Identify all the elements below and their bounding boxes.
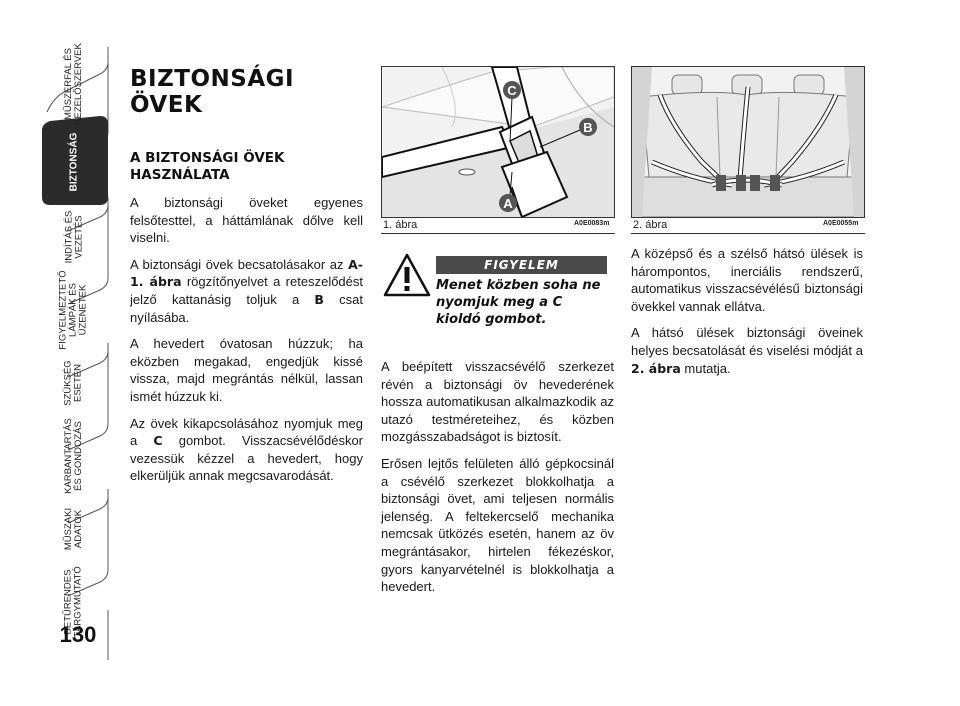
figure-2-rule (631, 233, 865, 234)
figure-1-rule (381, 233, 615, 234)
paragraph: A középső és a szélső hátsó ülések is hárompontos, inerciális rendszerű, automatikus visszacsévélésű biztonsági övekkel vannak ellátva. (631, 246, 863, 314)
label-c: C (507, 83, 517, 98)
warning-box (381, 251, 614, 337)
part-ref: B (314, 291, 324, 307)
column-1 (130, 66, 363, 494)
paragraph: A hátsó ülések biztonsági öveinek helyes becsatolását és viselési módját a 2. ábra mutatja. (631, 325, 863, 376)
figure-ref: 2. ábra (631, 360, 681, 376)
part-ref: C (153, 433, 163, 449)
tab-technical-data[interactable]: MŰSZAKI ADATOK (62, 507, 84, 551)
rear-seats-drawing (632, 67, 864, 217)
tab-safety[interactable]: BIZTONSÁG (68, 132, 79, 192)
paragraph: A beépített visszacsévélő szerkezet révén a biztonsági öv hevederének hossza automatikusan alkalmazkodik az utazó testméreteihez, és közben mozgásszabadságot is biztosít. (381, 359, 614, 445)
tab-emergency[interactable]: SZÜKSÉG ESETÉN (63, 360, 84, 406)
figure-1-code: A0E0083m (574, 220, 610, 227)
label-a: A (503, 196, 513, 211)
warning-text-body: Menet közben soha ne nyomjuk meg a C kioldó gombot. (436, 278, 601, 327)
tab-warning-lights[interactable]: FIGYELMEZTETŐ LÁMPÁK ÉS ÜZENETEK (58, 270, 89, 350)
paragraph: A hevedert óvatosan húzzuk; ha eközben megakad, engedjük kissé vissza, majd megrántás nélkül, lassan ismét húzzuk ki. (130, 336, 363, 404)
tab-controls[interactable]: MŰSZERFAL ÉS KEZELŐSZERVEK (63, 43, 85, 125)
tab-starting-driving[interactable]: INDÍTÁS ÉS VEZETÉS (62, 210, 84, 264)
label-b: B (583, 120, 593, 135)
figure-1-illustration (381, 66, 615, 218)
figure-ref: A-1. ábra (130, 256, 363, 290)
page-number: 130 (59, 622, 97, 647)
tab-index[interactable]: BETŰRENDES TÁRGYMUTATÓ (63, 566, 85, 638)
column-2 (381, 358, 614, 605)
paragraph: Az övek kikapcsolásához nyomjuk meg a C gombot. Visszacsévélődéskor vezessük kézzel a hevedert, hogy elkerüljük annak megcsavarodását. (130, 415, 363, 484)
figure-2-code: A0E0055m (823, 220, 859, 227)
section-title: A BIZTONSÁGI ÖVEK HASZNÁLATA (130, 150, 285, 183)
warning-title: FIGYELEM (436, 256, 607, 274)
tab-maintenance[interactable]: KARBANTARTÁS ÉS GONDOZÁS (63, 418, 85, 494)
paragraph: A biztonsági övek becsatolásakor az A-1. ábra rögzítőnyelvet a reteszelődést jelző kattanásig toljuk a B csat nyílásába. (130, 256, 364, 325)
figure-1-caption: 1. ábra (383, 219, 418, 231)
figure-2-illustration (631, 66, 865, 218)
column-3 (631, 245, 863, 386)
seatbelt-buckle-drawing (382, 67, 614, 217)
paragraph: A biztonsági öveket egyenes felsőtesttel, a háttámlának dőlve kell viselni. (130, 195, 363, 246)
paragraph: Erősen lejtős felületen álló gépkocsinál a csévélő szerkezet blokkolhatja a biztonsági övet, ami teljesen normális jelenség. A feltekercselő mechanika nemcsak ütközés esetén, hanem az öv megrántásakor, hirtelen fékezéskor, gyors kanyarvételnél is blokkolhatja a hevedert. (381, 455, 614, 595)
page-title: BIZTONSÁGI ÖVEK (130, 66, 295, 118)
figure-2-caption: 2. ábra (633, 219, 668, 231)
warning-text (381, 277, 611, 328)
